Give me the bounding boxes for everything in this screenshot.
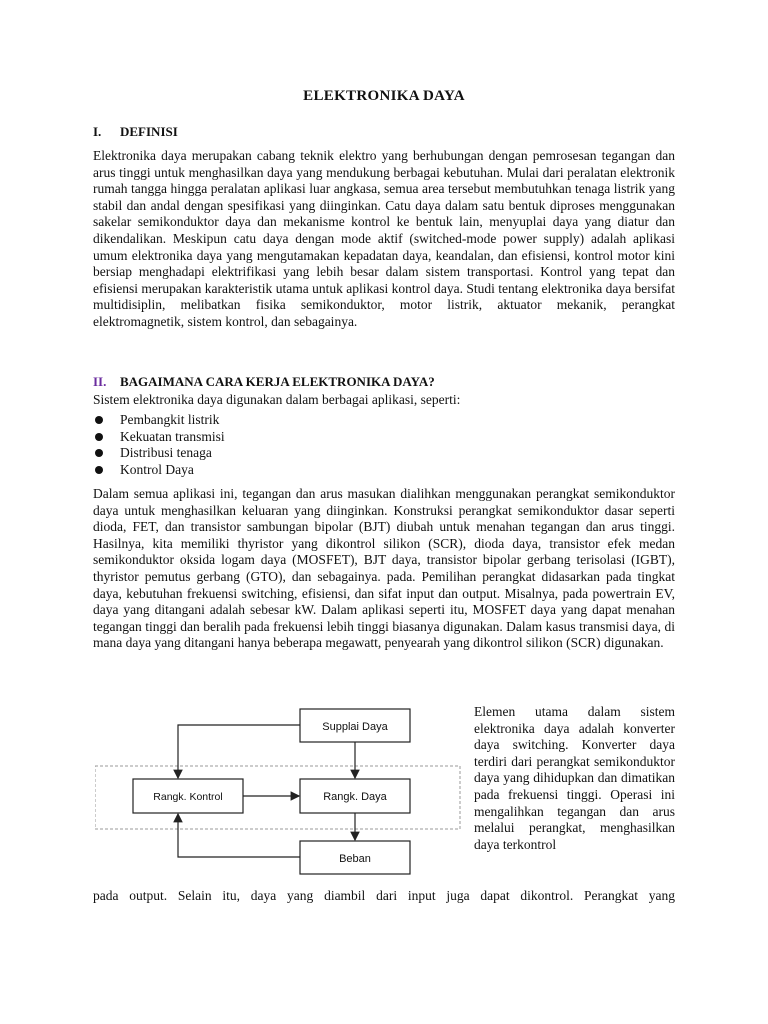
application-list [93, 412, 225, 478]
section-2-heading [93, 374, 435, 390]
section-1-paragraph: Elektronika daya merupakan cabang teknik elektro yang berhubungan dengan pemrosesan tegangan dan arus tinggi untuk menghasilkan daya yang mendukung berbagai kebutuhan. Mulai dari peralatan elektronik rumah tangga hingga peralatan aplikasi luar angkasa, semua area tersebut membutuhkan tenaga listrik yang stabil dan andal dengan spesifikasi yang diinginkan. Catu daya dalam satu bentuk diproses menggunakan sakelar semikonduktor daya dan mekanisme kontrol ke bentuk lain, menyuplai daya yang diatur dan dikendalikan. Meskipun catu daya dengan mode aktif (switched-mode power supply) adalah aplikasi umum elektronika daya yang mengutamakan kepadatan daya, keandalan, dan efisiensi, kontrol motor kini bersiap menghadapi elektrifikasi yang lebih besar dalam sistem transportasi. Kontrol yang tepat dan efisiensi merupakan karakteristik utama untuk aplikasi kontrol daya. Studi tentang elektronika daya bersifat multidisiplin, melibatkan fisika semikonduktor, motor listrik, aktuator mekanik, perangkat elektromagnetik, sistem kontrol, dan sebagainya. [93, 148, 675, 329]
block-diagram-svg [95, 700, 465, 890]
control-label: Rangk. Kontrol [153, 791, 223, 803]
load-label: Beban [339, 853, 371, 865]
bullet-icon [95, 416, 103, 424]
load-feedback-arrow [178, 814, 300, 857]
section-1-number: I. [93, 124, 102, 139]
block-diagram [95, 700, 465, 890]
continuation-line: pada output. Selain itu, daya yang diambil dari input juga dapat dikontrol. Perangkat yang [93, 888, 675, 903]
section-2-number: II. [93, 374, 107, 389]
section-1-title: DEFINISI [120, 124, 178, 139]
document-title: ELEKTRONIKA DAYA [303, 88, 465, 104]
supply-to-control-arrow [178, 725, 300, 778]
bullet-icon [95, 466, 103, 474]
section-2-paragraph: Dalam semua aplikasi ini, tegangan dan arus masukan dialihkan menggunakan perangkat semikonduktor daya untuk menghasilkan keluaran yang diinginkan. Konstruksi perangkat semikonduktor dasar seperti dioda, FET, dan transistor sambungan bipolar (BJT) diubah untuk menahan tegangan dan arus tinggi. Hasilnya, kita memiliki thyristor yang dikontrol silikon (SCR), dioda daya, transistor efek medan semikonduktor oksida logam daya (MOSFET), BJT daya, transistor bipolar gerbang terisolasi (IGBT), thyristor pemutus gerbang (GTO), dan sebagainya. pada. Pemilihan perangkat didasarkan pada tingkat daya, kebutuhan frekuensi switching, efisiensi, dan sifat input dan output. Misalnya, pada powertrain EV, daya yang ditangani adalah sebesar kW. Dalam aplikasi seperti itu, MOSFET daya yang dapat menahan tegangan tinggi dan beralih pada frekuensi lebih tinggi biasanya digunakan. Dalam kasus transmisi daya, di mana daya yang ditangani hanya beberapa megawatt, penyearah yang dikontrol silikon (SCR) digunakan. [93, 486, 675, 651]
list-item: Kekuatan transmisi [93, 429, 225, 446]
section-2-title: BAGAIMANA CARA KERJA ELEKTRONIKA DAYA? [120, 374, 435, 389]
bullet-icon [95, 433, 103, 441]
section-1-heading [93, 124, 178, 140]
supply-label: Supplai Daya [322, 721, 388, 733]
section-2-intro: Sistem elektronika daya digunakan dalam berbagai aplikasi, seperti: [93, 392, 461, 407]
list-item: Pembangkit listrik [93, 412, 225, 429]
bullet-icon [95, 449, 103, 457]
side-paragraph: Elemen utama dalam sistem elektronika daya adalah konverter daya switching. Konverter daya terdiri dari perangkat semikonduktor daya yang dihidupkan dan dimatikan pada frekuensi tinggi. Operasi ini mengalihkan tegangan dan arus melalui perangkat, menghasilkan daya terkontrol [474, 704, 675, 852]
list-item: Distribusi tenaga [93, 445, 225, 462]
list-item: Kontrol Daya [93, 462, 225, 479]
power-label: Rangk. Daya [323, 791, 387, 803]
